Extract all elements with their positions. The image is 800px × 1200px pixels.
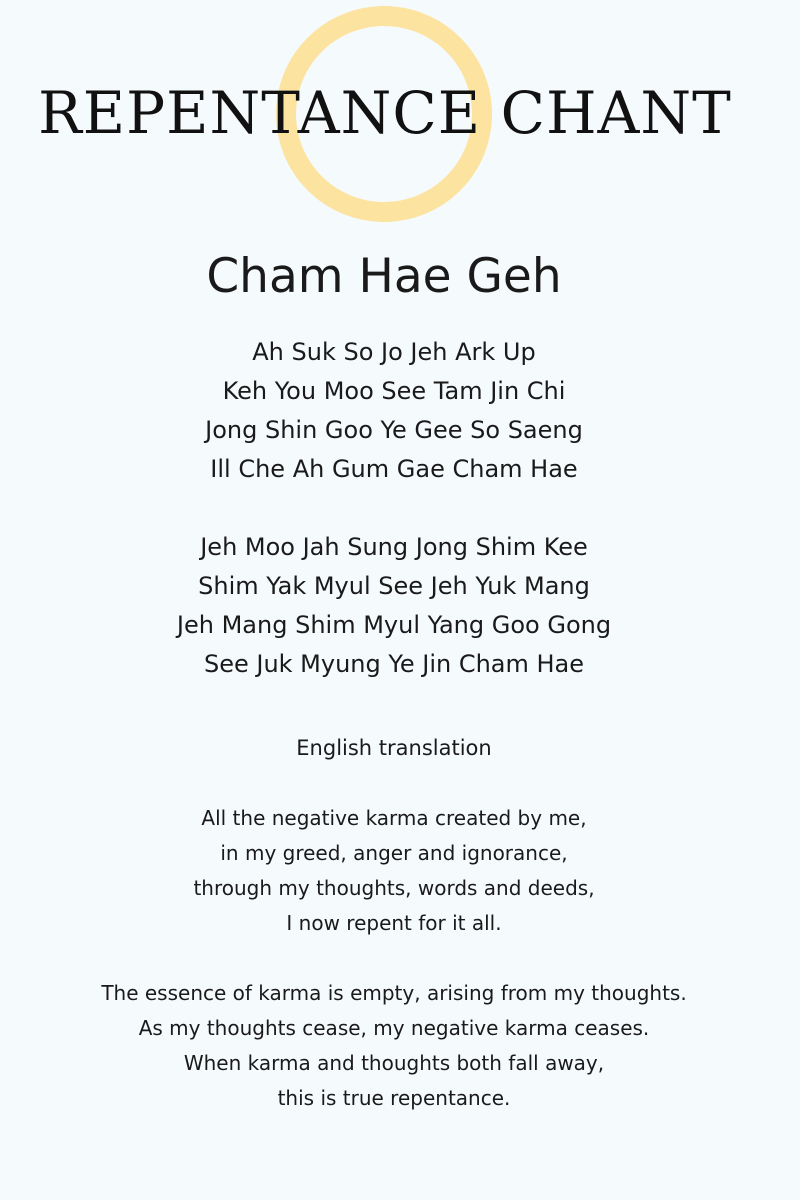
translation-line: through my thoughts, words and deeds, [193, 876, 595, 900]
translation-line: As my thoughts cease, my negative karma ceases. [138, 1016, 650, 1040]
page-title: REPENTANCE CHANT [38, 79, 732, 147]
chant-line: Ill Che Ah Gum Gae Cham Hae [210, 455, 578, 483]
translation-line: The essence of karma is empty, arising from my thoughts. [101, 981, 687, 1005]
translation-line: All the negative karma created by me, [201, 806, 587, 830]
chant-line: Jong Shin Goo Ye Gee So Saeng [205, 416, 583, 444]
chant-subtitle: Cham Hae Geh [206, 249, 562, 304]
translation-line: When karma and thoughts both fall away, [183, 1051, 605, 1075]
english-stanza-2 [0, 976, 788, 1116]
korean-stanza-2 [0, 528, 788, 684]
chant-line: Ah Suk So Jo Jeh Ark Up [252, 338, 536, 366]
chant-line: Jeh Moo Jah Sung Jong Shim Kee [200, 533, 588, 561]
chant-line: Keh You Moo See Tam Jin Chi [222, 377, 566, 405]
chant-line: Jeh Mang Shim Myul Yang Goo Gong [176, 611, 612, 639]
translation-heading: English translation [296, 736, 492, 760]
translation-line: in my greed, anger and ignorance, [220, 841, 568, 865]
translation-line: this is true repentance. [277, 1086, 511, 1110]
chant-line: Shim Yak Myul See Jeh Yuk Mang [198, 572, 590, 600]
translation-line: I now repent for it all. [286, 911, 502, 935]
chant-line: See Juk Myung Ye Jin Cham Hae [203, 650, 585, 678]
english-stanza-1 [0, 801, 788, 941]
korean-stanza-1 [0, 333, 788, 489]
